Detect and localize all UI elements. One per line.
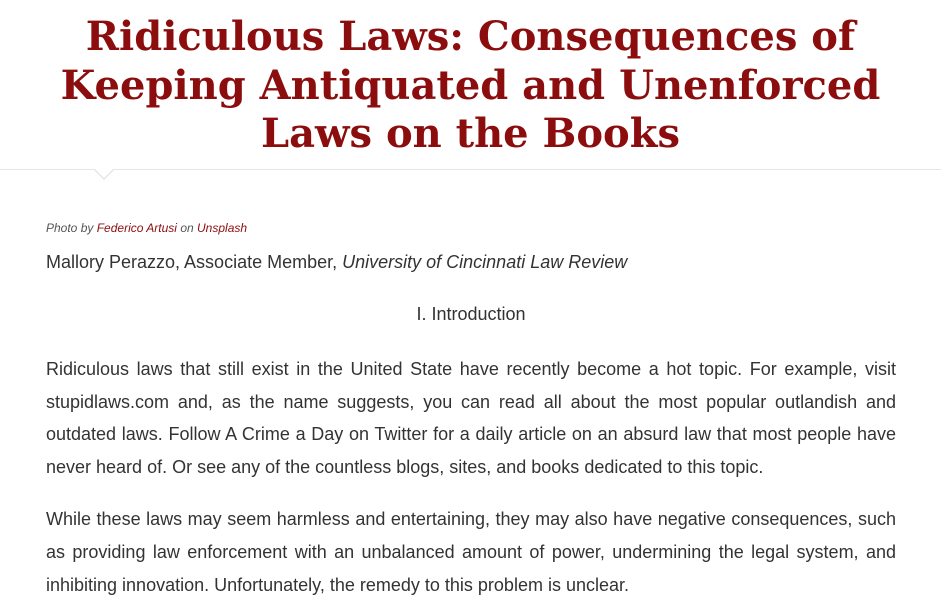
article-header (0, 0, 941, 170)
byline-author: Mallory Perazzo, Associate Member, (46, 252, 338, 272)
photographer-link[interactable]: Federico Artusi (96, 221, 177, 235)
article-title: Ridiculous Laws: Consequences of Keeping Antiquated and Unenforced Laws on the Books (60, 13, 881, 157)
unsplash-link[interactable]: Unsplash (197, 221, 248, 235)
photo-credit-prefix: Photo by (46, 221, 94, 235)
byline (46, 250, 896, 274)
article-body (0, 220, 941, 601)
byline-publication: University of Cincinnati Law Review (342, 252, 628, 272)
header-divider-notch (93, 169, 115, 180)
photo-credit-middle: on (180, 221, 194, 235)
photo-credit (46, 220, 896, 236)
section-heading: I. Introduction (416, 304, 526, 324)
paragraph-intro: Ridiculous laws that still exist in the United State have recently become a hot topic. For example, visit stupidlaws.com and, as the name suggests, you can read all about the most popular outlandish and outdated laws. Follow A Crime a Day on Twitter for a daily article on an absurd law that most people have never heard of. Or see any of the countless blogs, sites, and books dedicated to this topic. (46, 359, 896, 477)
paragraph-consequences: While these laws may seem harmless and entertaining, they may also have negative consequences, such as providing law enforcement with an unbalanced amount of power, undermining the legal system, and inhibiting innovation. Unfortunately, the remedy to this problem is unclear. (46, 509, 896, 595)
